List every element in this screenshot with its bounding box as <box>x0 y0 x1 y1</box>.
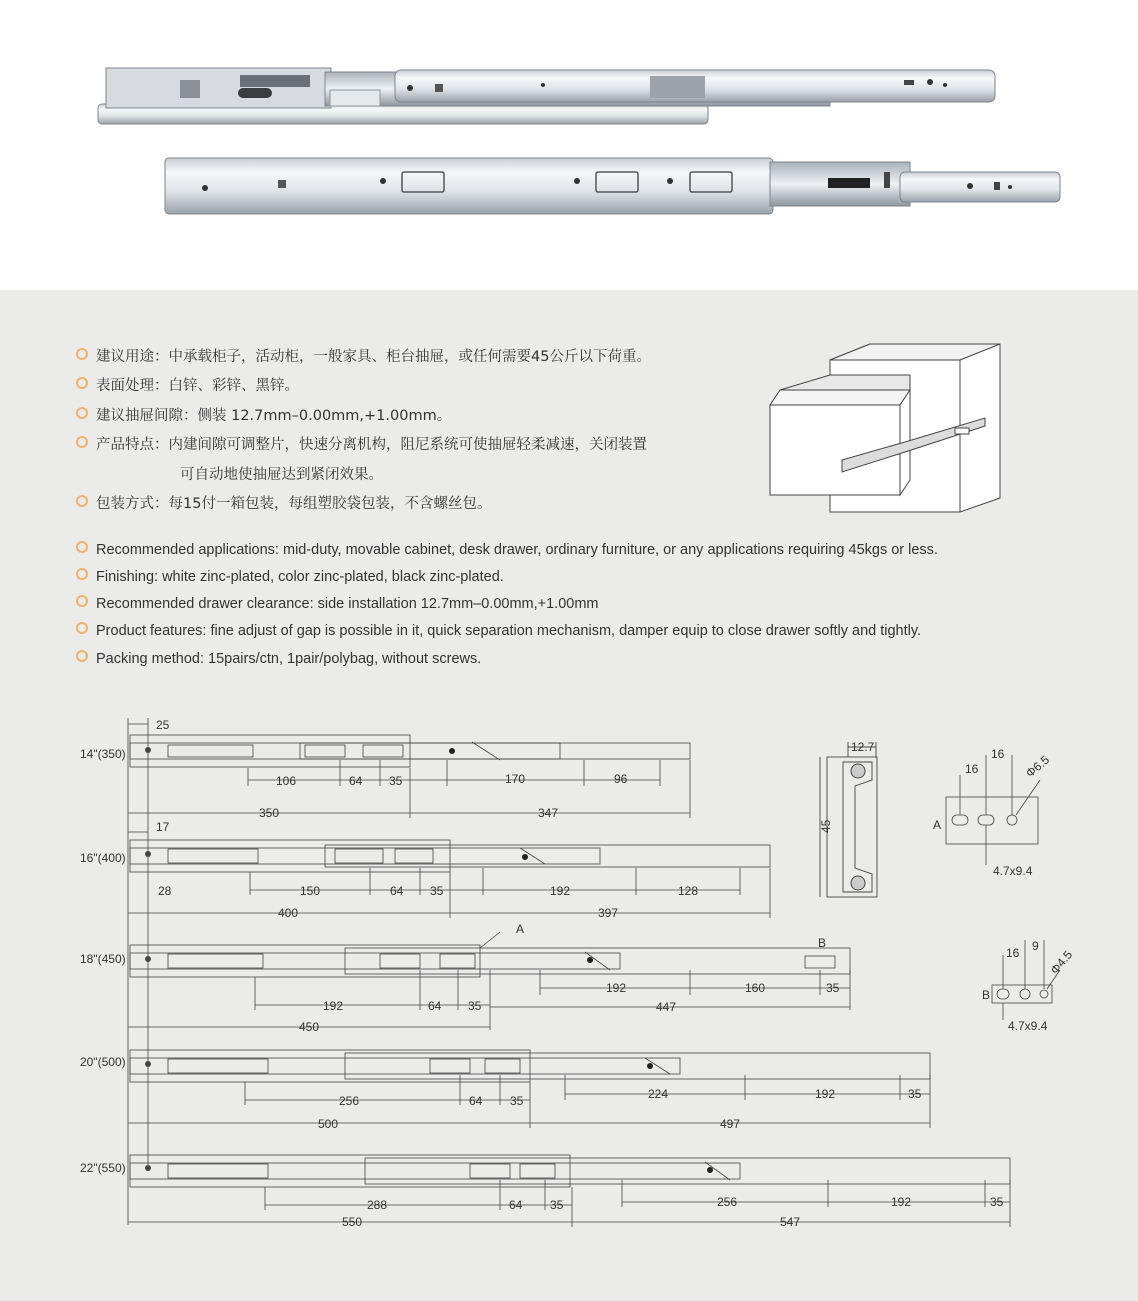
svg-text:192: 192 <box>550 884 571 898</box>
svg-text:64: 64 <box>509 1198 523 1212</box>
svg-text:128: 128 <box>678 884 699 898</box>
svg-text:64: 64 <box>390 884 404 898</box>
spec-en-packing: Packing method: 15pairs/ctn, 1pair/polybag, without screws. <box>76 650 481 667</box>
svg-text:45: 45 <box>819 819 833 833</box>
svg-text:35: 35 <box>908 1087 922 1101</box>
svg-text:64: 64 <box>349 774 363 788</box>
svg-text:16: 16 <box>965 762 979 776</box>
drawing-row-22 <box>80 1155 1010 1229</box>
drawing-row-18 <box>80 922 850 1034</box>
svg-text:497: 497 <box>720 1117 741 1131</box>
svg-text:96: 96 <box>614 772 628 786</box>
svg-text:397: 397 <box>598 906 619 920</box>
spec-en-finishing: Finishing: white zinc-plated, color zinc-plated, black zinc-plated. <box>76 568 504 585</box>
drawing-row-16 <box>80 840 770 920</box>
svg-text:150: 150 <box>300 884 321 898</box>
detail-a <box>933 747 1052 878</box>
offset-17-label: 17 <box>156 820 170 834</box>
svg-text:B: B <box>982 988 991 1002</box>
svg-text:16: 16 <box>991 747 1005 761</box>
svg-text:4.7x9.4: 4.7x9.4 <box>1008 1019 1048 1033</box>
svg-text:35: 35 <box>826 981 840 995</box>
label-b: B <box>818 936 827 950</box>
svg-text:256: 256 <box>717 1195 738 1209</box>
size-label: 14"(350) <box>80 747 126 761</box>
svg-text:224: 224 <box>648 1087 669 1101</box>
svg-text:16: 16 <box>1006 946 1020 960</box>
svg-text:9: 9 <box>1032 939 1039 953</box>
spec-zh-features-cont: 可自动地使抽屉达到紧闭效果。 <box>180 467 383 483</box>
svg-text:192: 192 <box>323 999 344 1013</box>
svg-text:256: 256 <box>339 1094 360 1108</box>
svg-text:Φ6.5: Φ6.5 <box>1022 752 1053 781</box>
svg-text:192: 192 <box>815 1087 836 1101</box>
svg-text:35: 35 <box>510 1094 524 1108</box>
size-label: 16"(400) <box>80 851 126 865</box>
svg-text:106: 106 <box>276 774 297 788</box>
size-label: 20"(500) <box>80 1055 126 1069</box>
svg-text:400: 400 <box>278 906 299 920</box>
svg-text:35: 35 <box>430 884 444 898</box>
svg-text:160: 160 <box>745 981 766 995</box>
svg-text:64: 64 <box>469 1094 483 1108</box>
svg-text:450: 450 <box>299 1020 320 1034</box>
svg-text:35: 35 <box>389 774 403 788</box>
offset-25-label: 25 <box>156 718 170 732</box>
svg-text:500: 500 <box>318 1117 339 1131</box>
drawing-row-20 <box>80 1050 930 1131</box>
size-label: 18"(450) <box>80 952 126 966</box>
svg-text:192: 192 <box>606 981 627 995</box>
svg-text:547: 547 <box>780 1215 801 1229</box>
size-label: 22"(550) <box>80 1161 126 1175</box>
svg-text:64: 64 <box>428 999 442 1013</box>
svg-text:Φ4.5: Φ4.5 <box>1047 947 1076 977</box>
spec-zh-features: 产品特点：内建间隙可调整片，快速分离机构，阻尼系统可使抽屉轻柔减速，关闭装置 <box>76 433 647 454</box>
label-a: A <box>516 922 525 936</box>
spec-zh-applications: 建议用途：中承载柜子，活动柜，一般家具、柜台抽屉，或任何需要45公斤以下荷重。 <box>76 345 651 366</box>
spec-zh-finishing: 表面处理：白锌、彩锌、黑锌。 <box>76 374 299 395</box>
svg-text:350: 350 <box>259 806 280 820</box>
svg-text:A: A <box>933 818 942 832</box>
svg-text:4.7x9.4: 4.7x9.4 <box>993 864 1033 878</box>
spec-zh-clearance: 建议抽屉间隙：侧装 12.7mm–0.00mm,+1.00mm。 <box>76 404 451 425</box>
svg-text:288: 288 <box>367 1198 388 1212</box>
svg-text:347: 347 <box>538 806 559 820</box>
drawing-row-14 <box>80 735 690 820</box>
spec-en-clearance: Recommended drawer clearance: side installation 12.7mm–0.00mm,+1.00mm <box>76 595 599 612</box>
profile-cross-section <box>819 740 877 897</box>
svg-text:550: 550 <box>342 1215 363 1229</box>
svg-text:35: 35 <box>990 1195 1004 1209</box>
spec-en-features: Product features: fine adjust of gap is possible in it, quick separation mechanism, damper equip to close drawer softly and tightly. <box>76 622 921 639</box>
svg-text:35: 35 <box>550 1198 564 1212</box>
spec-zh-packing: 包装方式：每15付一箱包装，每组塑胶袋包装，不含螺丝包。 <box>76 492 491 513</box>
svg-text:35: 35 <box>468 999 482 1013</box>
spec-en-applications: Recommended applications: mid-duty, movable cabinet, desk drawer, ordinary furniture, or any applications requiring 45kgs or less. <box>76 541 938 558</box>
detail-b <box>982 939 1075 1033</box>
svg-text:192: 192 <box>891 1195 912 1209</box>
svg-text:170: 170 <box>505 772 526 786</box>
svg-text:12.7: 12.7 <box>851 740 875 754</box>
svg-text:447: 447 <box>656 1000 677 1014</box>
offset-28-label: 28 <box>158 884 172 898</box>
